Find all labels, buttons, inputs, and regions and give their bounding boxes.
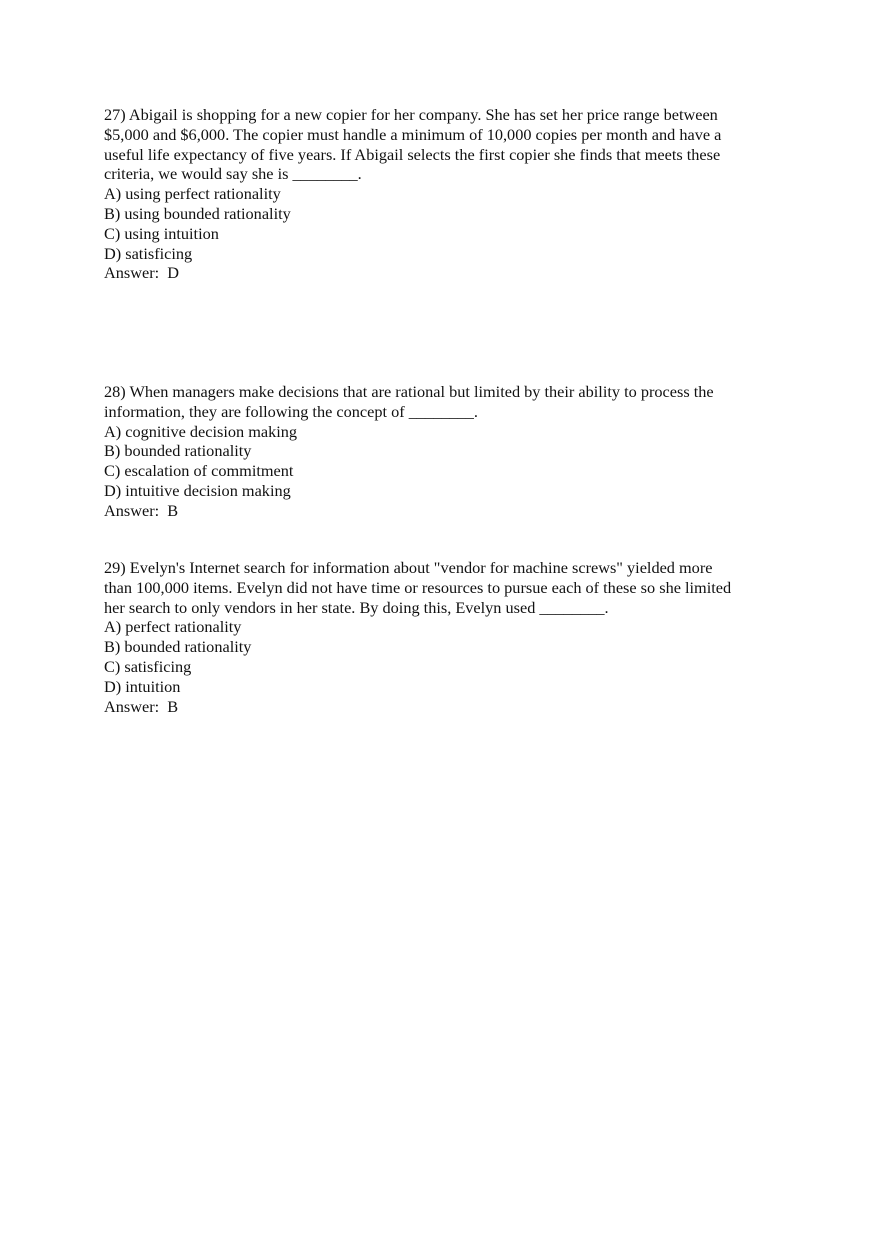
question-27-option-d: D) satisficing	[104, 243, 193, 263]
question-27-stem-line-1: 27) Abigail is shopping for a new copier for her company. She has set her price range between	[104, 105, 718, 124]
question-29-option-d: D) intuition	[104, 676, 181, 696]
question-27-option-b: B) using bounded rationality	[104, 203, 291, 223]
question-29-stem-line-1: 29) Evelyn's Internet search for information about "vendor for machine screws" yielded more	[104, 558, 713, 577]
question-27-stem-line-3: useful life expectancy of five years. If Abigail selects the first copier she finds that meets these	[104, 144, 721, 164]
question-29-stem-line-2: than 100,000 items. Evelyn did not have time or resources to pursue each of these so she limited	[104, 577, 732, 597]
question-29-options	[104, 617, 784, 696]
question-29-answer: Answer: B	[104, 696, 179, 716]
question-29-option-c: C) satisficing	[104, 656, 192, 676]
question-28-stem-line-1: 28) When managers make decisions that are rational but limited by their ability to process the	[104, 382, 714, 401]
question-27-stem-line-4: criteria, we would say she is ________.	[104, 164, 362, 184]
question-29-stem-line-3: her search to only vendors in her state. By doing this, Evelyn used ________.	[104, 597, 609, 617]
question-28-option-a: A) cognitive decision making	[104, 421, 298, 441]
question-29-option-b: B) bounded rationality	[104, 637, 252, 657]
question-28-stem	[104, 382, 784, 422]
question-27-options	[104, 184, 784, 263]
question-27-answer: Answer: D	[104, 263, 180, 283]
question-27-stem	[104, 105, 784, 184]
question-29	[104, 558, 784, 716]
question-28-options	[104, 422, 784, 501]
question-28-option-d: D) intuitive decision making	[104, 480, 291, 500]
question-28-option-c: C) escalation of commitment	[104, 461, 294, 481]
question-28	[104, 382, 784, 521]
question-27-option-a: A) using perfect rationality	[104, 184, 281, 204]
question-27	[104, 105, 784, 283]
question-29-stem	[104, 558, 784, 617]
question-27-stem-line-2: $5,000 and $6,000. The copier must handle a minimum of 10,000 copies per month and have a	[104, 124, 722, 144]
question-28-answer: Answer: B	[104, 500, 179, 520]
question-29-option-a: A) perfect rationality	[104, 617, 242, 637]
question-28-stem-line-2: information, they are following the concept of ________.	[104, 401, 478, 421]
question-28-option-b: B) bounded rationality	[104, 441, 252, 461]
question-27-option-c: C) using intuition	[104, 223, 219, 243]
